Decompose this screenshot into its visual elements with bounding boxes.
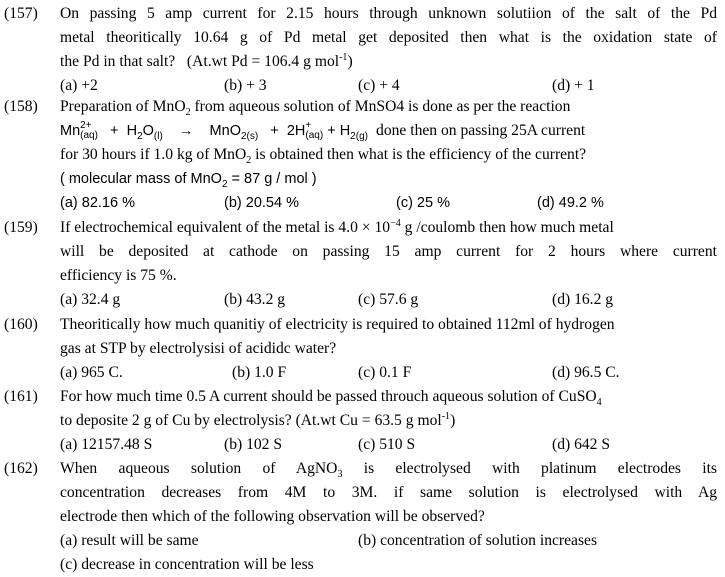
equation-term: MnO [209, 123, 241, 139]
option-c[interactable]: (c) 25 % [396, 195, 450, 211]
question-text-line: efficiency is 75 %. [60, 267, 177, 284]
question-text: For how much time 0.5 A current should be passed throuch aqueous solution of CuSO [60, 388, 597, 405]
question-text-line [60, 409, 717, 433]
ion-charge-state [305, 121, 323, 141]
option-c[interactable]: (c) decrease in concentration will be less [60, 556, 314, 573]
question-text-line [60, 216, 717, 240]
question-text: for 30 hours if 1.0 kg of MnO [60, 146, 247, 163]
subscript: (aq) [80, 130, 98, 142]
question-text-line [60, 457, 717, 481]
option-a[interactable]: (a) 12157.48 S [60, 436, 153, 453]
option-a[interactable]: (a) 965 C. [60, 364, 123, 381]
option-a[interactable]: (a) 82.16 % [60, 195, 135, 211]
question-number: (159) [4, 219, 38, 236]
superscript: + [305, 120, 312, 132]
subscript: 2(s) [240, 130, 259, 142]
option-b[interactable]: (b) 43.2 g [224, 291, 286, 308]
question-text-line: metal theoritically 10.64 g of Pd metal get deposited then what is the oxidation state of [60, 29, 717, 46]
subscript: (l) [153, 130, 163, 142]
question-text: If electrochemical equivalent of the metal is 4.0 × 10 [60, 219, 391, 236]
equation-term: Mn [60, 123, 81, 139]
equation-term: O [142, 123, 154, 139]
equation-term: 2H [286, 123, 306, 139]
molecular-mass-note [60, 167, 717, 191]
equation-operator: + [110, 123, 119, 139]
option-b[interactable]: (b) 20.54 % [224, 195, 299, 211]
superscript: -1 [441, 410, 451, 422]
question-number: (158) [4, 98, 38, 115]
option-c[interactable]: (c) + 4 [358, 77, 400, 94]
option-d[interactable]: (d) 16.2 g [552, 291, 614, 308]
subscript: 2 [221, 178, 228, 190]
question-text: g /coulomb then how much metal [400, 219, 614, 236]
reaction-arrow-icon: → [178, 123, 194, 139]
atomic-weight-note-end: ) [347, 53, 353, 70]
question-text-line: Theoritically how much quanitiy of electricity is required to obtained 112ml of hydrogen [60, 316, 615, 333]
superscript: −4 [390, 217, 401, 229]
option-a[interactable]: (a) result will be same [60, 532, 199, 549]
question-text-line: gas at STP by electrolysisi of acididc water? [60, 340, 337, 357]
subscript: 4 [596, 397, 602, 409]
option-c[interactable]: (c) 0.1 F [358, 364, 412, 381]
question-number: (160) [4, 316, 38, 333]
question-text: the Pd in that salt? [60, 53, 176, 70]
question-text-line [60, 50, 717, 74]
question-text-line [60, 385, 717, 409]
option-b[interactable]: (b) 102 S [224, 436, 283, 453]
question-text: from aqueous solution of MnSO4 is done as per the reaction [190, 98, 571, 115]
superscript: 2+ [80, 120, 92, 132]
equation-term: + H [327, 123, 351, 139]
question-text-line [60, 143, 717, 167]
question-text: ( molecular mass of MnO [60, 171, 222, 187]
question-text: is electrolysed with platinum electrodes its [342, 460, 718, 477]
question-text: = 87 g / mol ) [227, 171, 317, 187]
subscript: 2 [137, 130, 143, 142]
question-text: ) [450, 412, 456, 429]
question-text-line [60, 95, 717, 119]
option-c[interactable]: (c) 510 S [358, 436, 416, 453]
option-b[interactable]: (b) 1.0 F [232, 364, 287, 381]
option-d[interactable]: (d) + 1 [552, 77, 595, 94]
question-text-line: will be deposited at cathode on passing 15 amp current for 2 hours where current [60, 243, 717, 260]
option-d[interactable]: (d) 96.5 C. [552, 364, 620, 381]
question-number: (161) [4, 388, 38, 405]
option-a[interactable]: (a) +2 [60, 77, 98, 94]
equation-term: H [126, 123, 138, 139]
question-text: When aqueous solution of AgNO [60, 460, 338, 477]
ion-charge-state [80, 121, 98, 141]
subscript: 2(g) [350, 130, 368, 142]
subscript: 2 [246, 155, 252, 167]
option-b[interactable]: (b) concentration of solution increases [358, 532, 598, 549]
question-text-line: concentration decreases from 4M to 3M. if same solution is electrolysed with Ag [60, 484, 717, 501]
equation-operator: + [270, 123, 279, 139]
reaction-equation [60, 119, 717, 143]
question-text-line: On passing 5 amp current for 2.15 hours through unknown solutiion of the salt of the Pd [60, 5, 717, 22]
question-number: (157) [4, 5, 38, 22]
question-text-line: electrode then which of the following observation will be observed? [60, 508, 485, 525]
question-number: (162) [4, 460, 38, 477]
option-a[interactable]: (a) 32.4 g [60, 291, 121, 308]
question-text: to deposite 2 g of Cu by electrolysis? (At.wt Cu = 63.5 g mol [60, 412, 442, 429]
subscript: (aq) [305, 130, 324, 142]
question-text: done then on passing 25A current [376, 122, 586, 139]
question-text: Preparation of MnO [60, 98, 186, 115]
superscript: -1 [339, 51, 348, 63]
question-text: is obtained then what is the efficiency of the current? [251, 146, 587, 163]
option-d[interactable]: (d) 642 S [552, 436, 611, 453]
option-b[interactable]: (b) + 3 [224, 77, 267, 94]
option-c[interactable]: (c) 57.6 g [358, 291, 419, 308]
subscript: 3 [337, 469, 343, 481]
atomic-weight-note: (At.wt Pd = 106.4 g mol [186, 53, 340, 70]
subscript: 2 [185, 107, 191, 119]
option-d[interactable]: (d) 49.2 % [537, 195, 604, 211]
